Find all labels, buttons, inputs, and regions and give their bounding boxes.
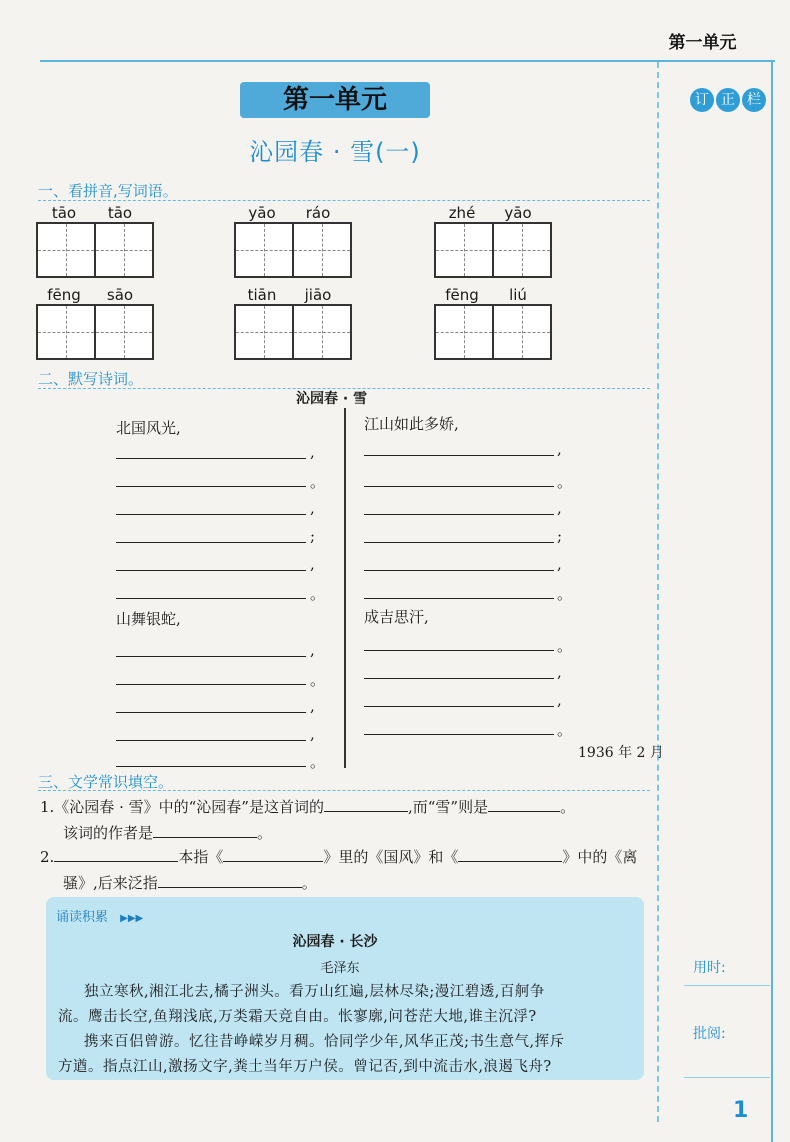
- arrow-icon: ▶▶▶: [120, 913, 144, 924]
- writing-grid[interactable]: [434, 304, 552, 360]
- question-text: 。: [560, 798, 576, 816]
- pinyin-label: ráo: [305, 204, 331, 222]
- answer-blank[interactable]: [324, 797, 408, 812]
- pinyin-label: fēng: [445, 286, 479, 304]
- pinyin-label: tiān: [247, 286, 277, 304]
- answer-blank[interactable]: [364, 542, 554, 543]
- punctuation: ;: [310, 527, 316, 545]
- question-text: ,而“雪”则是: [407, 798, 489, 816]
- punctuation: ,: [557, 499, 562, 517]
- question-text: 1.《沁园春 · 雪》中的“沁园春”是这首词的: [40, 798, 324, 816]
- time-line: [684, 985, 770, 986]
- punctuation: 。: [310, 473, 326, 491]
- time-label: 用时:: [693, 960, 726, 976]
- section-divider: [38, 790, 650, 792]
- answer-blank[interactable]: [116, 458, 306, 459]
- question-2-cont: [63, 872, 317, 893]
- answer-blank[interactable]: [54, 847, 178, 862]
- page-edge: [771, 62, 773, 1142]
- punctuation: ,: [557, 555, 562, 573]
- question-text: 。: [301, 874, 317, 892]
- answer-blank[interactable]: [116, 740, 306, 741]
- pinyin-group: [234, 204, 352, 278]
- answer-blank[interactable]: [116, 684, 306, 685]
- pinyin-label: fēng: [47, 286, 81, 304]
- reading-title: 沁园春 · 长沙: [292, 934, 378, 950]
- correction-char: 栏: [742, 88, 766, 112]
- punctuation: 。: [310, 671, 326, 689]
- reading-line: 携来百侣曾游。忆往昔峥嵘岁月稠。恰同学少年,风华正茂;书生意气,挥斥: [84, 1034, 565, 1050]
- answer-blank[interactable]: [364, 486, 554, 487]
- question-1-cont: [63, 822, 272, 843]
- question-2: [40, 846, 637, 867]
- punctuation: 。: [310, 753, 326, 771]
- answer-blank[interactable]: [116, 514, 306, 515]
- answer-blank[interactable]: [116, 598, 306, 599]
- answer-blank[interactable]: [116, 542, 306, 543]
- answer-blank[interactable]: [364, 678, 554, 679]
- punctuation: ,: [557, 440, 562, 458]
- reading-author: 毛泽东: [320, 961, 360, 976]
- pinyin-label: yāo: [504, 204, 532, 222]
- answer-blank[interactable]: [364, 455, 554, 456]
- poem-column-divider: [344, 408, 346, 768]
- answer-blank[interactable]: [364, 734, 554, 735]
- answer-blank[interactable]: [458, 847, 562, 862]
- punctuation: 。: [557, 585, 573, 603]
- poem-line: 山舞银蛇,: [116, 610, 181, 628]
- writing-grid[interactable]: [36, 222, 154, 278]
- lesson-title: 沁园春 · 雪(一): [249, 138, 421, 166]
- unit-title: 第一单元: [240, 82, 430, 118]
- reading-line: 方遒。指点江山,激扬文字,粪土当年万户侯。曾记否,到中流击水,浪遏飞舟?: [58, 1059, 552, 1075]
- punctuation: ,: [310, 725, 315, 743]
- answer-blank[interactable]: [116, 570, 306, 571]
- question-text: 》里的《国风》和《: [323, 848, 459, 866]
- poem-line: 成吉思汗,: [364, 608, 429, 626]
- punctuation: ,: [310, 641, 315, 659]
- reading-line: 独立寒秋,湘江北去,橘子洲头。看万山红遍,层林尽染;漫江碧透,百舸争: [84, 984, 545, 1000]
- poem-date: 1936 年 2 月: [578, 745, 664, 761]
- punctuation: 。: [557, 721, 573, 739]
- answer-blank[interactable]: [364, 514, 554, 515]
- writing-grid[interactable]: [234, 222, 352, 278]
- answer-blank[interactable]: [153, 823, 257, 838]
- pinyin-label: tāo: [107, 204, 133, 222]
- answer-blank[interactable]: [364, 650, 554, 651]
- question-1: [40, 796, 575, 817]
- answer-blank[interactable]: [364, 570, 554, 571]
- punctuation: ,: [557, 691, 562, 709]
- question-text: 本指《: [178, 848, 224, 866]
- poem-line: 江山如此多娇,: [364, 415, 459, 433]
- punctuation: 。: [557, 637, 573, 655]
- section2-heading: 二、默写诗词。: [38, 370, 144, 388]
- punctuation: ,: [557, 663, 562, 681]
- pinyin-group: [36, 204, 154, 278]
- punctuation: 。: [310, 585, 326, 603]
- margin-divider: [657, 62, 659, 1122]
- answer-blank[interactable]: [116, 656, 306, 657]
- answer-blank[interactable]: [364, 706, 554, 707]
- punctuation: ,: [310, 443, 315, 461]
- punctuation: ,: [310, 499, 315, 517]
- pinyin-label: zhé: [448, 204, 476, 222]
- answer-blank[interactable]: [223, 847, 323, 862]
- section3-heading: 三、文学常识填空。: [38, 773, 174, 791]
- answer-blank[interactable]: [116, 712, 306, 713]
- poem-title: 沁园春 · 雪: [296, 391, 368, 407]
- pinyin-label: jiāo: [304, 286, 332, 304]
- reading-line: 流。鹰击长空,鱼翔浅底,万类霜天竞自由。怅寥廓,问苍茫大地,谁主沉浮?: [58, 1009, 537, 1025]
- unit-tab: 第一单元: [668, 33, 737, 53]
- question-text: 该词的作者是: [63, 824, 154, 842]
- pinyin-group: [36, 286, 154, 360]
- pinyin-label: tāo: [51, 204, 77, 222]
- answer-blank[interactable]: [116, 486, 306, 487]
- poem-line: 北国风光,: [116, 419, 181, 437]
- pinyin-label: sāo: [106, 286, 134, 304]
- reading-label-text: 诵读积累: [56, 910, 109, 925]
- punctuation: ,: [310, 697, 315, 715]
- reading-label: [56, 906, 143, 925]
- review-label: 批阅:: [693, 1026, 726, 1042]
- pinyin-group: [434, 286, 552, 360]
- punctuation: ;: [557, 527, 563, 545]
- review-line: [684, 1077, 770, 1078]
- writing-grid[interactable]: [36, 304, 154, 360]
- page-number: 1: [733, 1098, 749, 1123]
- section1-heading: 一、看拼音,写词语。: [38, 182, 178, 200]
- question-text: 。: [257, 824, 273, 842]
- question-text: 2.: [40, 848, 55, 866]
- punctuation: ,: [310, 555, 315, 573]
- pinyin-group: [434, 204, 552, 278]
- section-divider: [38, 200, 650, 202]
- correction-char: 订: [690, 88, 714, 112]
- answer-blank[interactable]: [158, 873, 302, 888]
- correction-char: 正: [716, 88, 740, 112]
- pinyin-label: yāo: [248, 204, 276, 222]
- punctuation: 。: [557, 473, 573, 491]
- question-text: 骚》,后来泛指: [63, 874, 158, 892]
- question-text: 》中的《离: [562, 848, 638, 866]
- pinyin-group: [234, 286, 352, 360]
- answer-blank[interactable]: [364, 598, 554, 599]
- correction-badge: [690, 88, 766, 112]
- pinyin-label: liú: [509, 286, 527, 304]
- answer-blank[interactable]: [116, 766, 306, 767]
- writing-grid[interactable]: [434, 222, 552, 278]
- writing-grid[interactable]: [234, 304, 352, 360]
- answer-blank[interactable]: [488, 797, 560, 812]
- header-rule: [40, 60, 775, 62]
